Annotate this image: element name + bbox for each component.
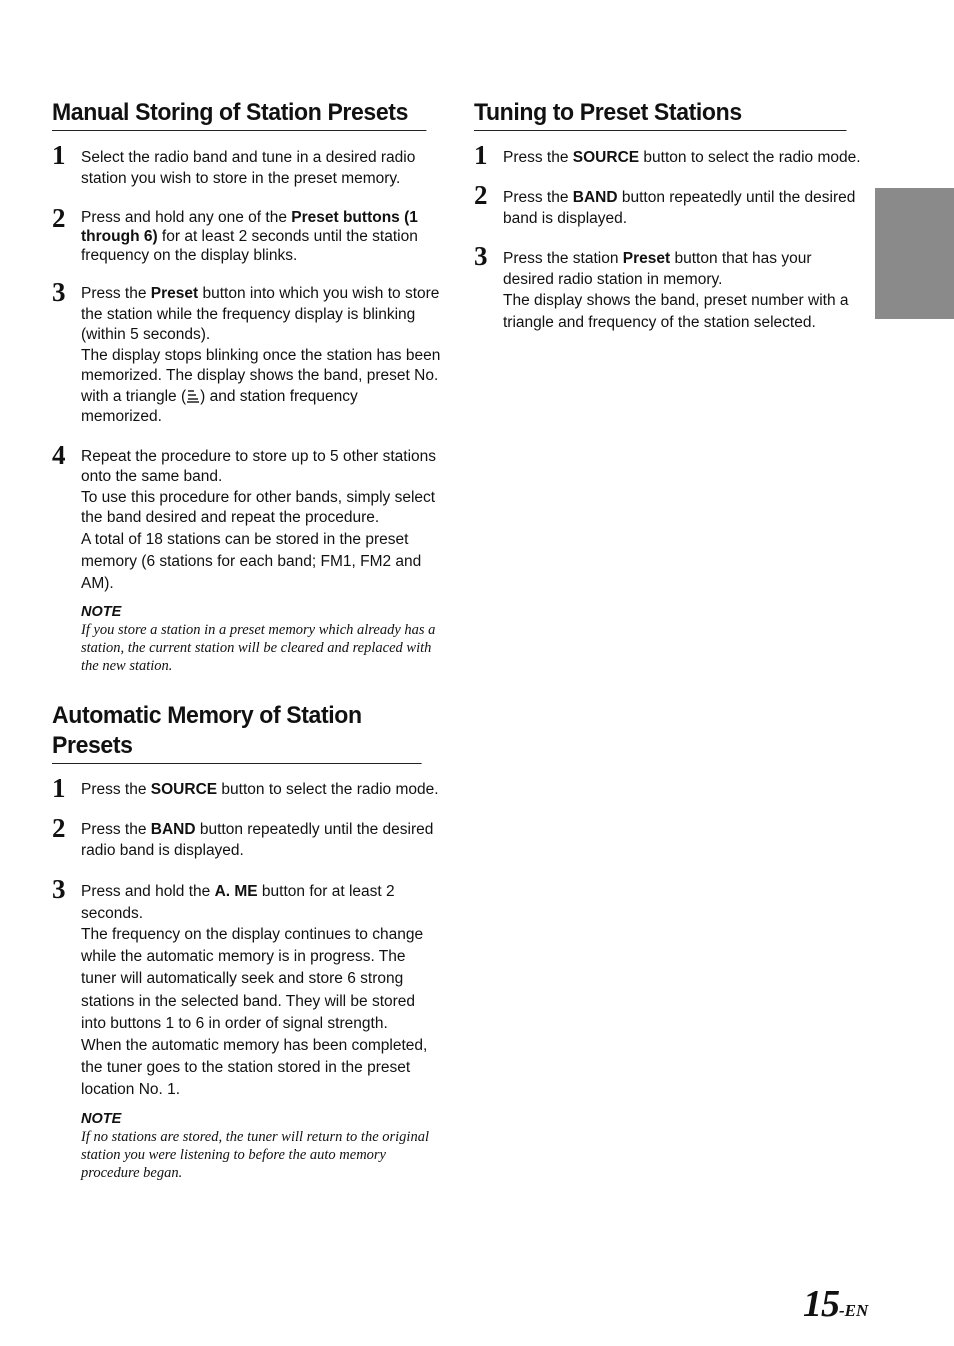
step-text: Press and hold any one of the Preset buttons (1 through 6) for at least 2 seconds until the station frequency on the display blinks. bbox=[81, 209, 418, 264]
note-title: NOTE bbox=[81, 1110, 122, 1127]
note-text: If no stations are stored, the tuner will return to the original station you were listening to before the auto memory procedure began. bbox=[81, 1128, 429, 1181]
step-text: The display shows the band, preset number with a triangle and frequency of the station selected. bbox=[503, 292, 849, 331]
step-item bbox=[52, 772, 442, 803]
step-number: 3 bbox=[52, 874, 66, 904]
page-number bbox=[803, 1282, 868, 1326]
section-heading: Automatic Memory of Station Presets bbox=[52, 701, 422, 764]
step-text: Press and hold the A. ME button for at least 2 seconds. bbox=[81, 883, 395, 922]
step-item bbox=[52, 277, 442, 428]
step-text: Select the radio band and tune in a desired radio station you wish to store in the preset memory. bbox=[81, 149, 416, 187]
step-text: Press the station Preset button that has your desired radio station in memory. bbox=[503, 250, 812, 288]
step-number: 2 bbox=[52, 203, 66, 233]
step-text: Press the BAND button repeatedly until the desired band is displayed. bbox=[503, 189, 856, 227]
note-box bbox=[52, 1110, 442, 1182]
step-number: 1 bbox=[52, 772, 66, 803]
step-text: When the automatic memory has been completed, the tuner goes to the station stored in the preset location No. 1. bbox=[81, 1037, 428, 1099]
step-item bbox=[474, 180, 862, 229]
step-number: 4 bbox=[52, 439, 66, 470]
automatic-memory-section bbox=[52, 701, 442, 1182]
manual-storing-section bbox=[52, 98, 442, 675]
step-text: Press the SOURCE button to select the radio mode. bbox=[81, 780, 439, 798]
step-item bbox=[52, 874, 442, 1102]
section-heading: Manual Storing of Station Presets bbox=[52, 98, 426, 131]
step-number: 1 bbox=[52, 140, 66, 170]
step-text: The frequency on the display continues to change while the automatic memory is in progress. The tuner will automatically seek and store 6 strong stations in the selected band. They will be stored into buttons 1 to 6 in order of signal strength. bbox=[81, 926, 424, 1032]
note-box bbox=[52, 603, 442, 675]
step-item bbox=[52, 439, 442, 595]
section-heading: Tuning to Preset Stations bbox=[474, 98, 846, 131]
step-text: To use this procedure for other bands, simply select the band desired and repeat the procedure. bbox=[81, 488, 436, 526]
step-number: 2 bbox=[52, 813, 66, 843]
page-number-value: 15 bbox=[803, 1283, 839, 1325]
step-text: The display stops blinking once the station has been memorized. The display shows the band, preset No. with a triangle ( ) and station frequency memorized. bbox=[81, 346, 441, 425]
step-number: 3 bbox=[474, 241, 488, 271]
preset-triangle-icon bbox=[186, 389, 200, 403]
right-column bbox=[474, 98, 862, 334]
step-item bbox=[52, 813, 442, 861]
step-text: Press the BAND button repeatedly until the desired radio band is displayed. bbox=[81, 821, 434, 859]
step-number: 2 bbox=[474, 180, 488, 210]
step-item bbox=[474, 140, 862, 170]
tuning-preset-section bbox=[474, 98, 862, 334]
step-number: 3 bbox=[52, 277, 66, 307]
step-text: Repeat the procedure to store up to 5 other stations onto the same band. bbox=[81, 447, 437, 485]
step-number: 1 bbox=[474, 140, 488, 170]
page-language-suffix: -EN bbox=[839, 1301, 869, 1320]
section-tab-marker bbox=[875, 188, 954, 319]
step-item bbox=[474, 241, 862, 334]
note-text: If you store a station in a preset memory which already has a station, the current station will be cleared and replaced with the new station. bbox=[81, 621, 436, 674]
note-title: NOTE bbox=[81, 603, 122, 620]
step-item bbox=[52, 140, 442, 189]
step-text: Press the Preset button into which you wish to store the station while the frequency display is blinking (within 5 seconds). bbox=[81, 285, 440, 343]
step-text: Press the SOURCE button to select the radio mode. bbox=[503, 149, 861, 166]
left-column bbox=[52, 98, 442, 1182]
step-text: A total of 18 stations can be stored in the preset memory (6 stations for each band; FM1, FM2 and AM). bbox=[81, 530, 422, 592]
step-item bbox=[52, 203, 442, 265]
